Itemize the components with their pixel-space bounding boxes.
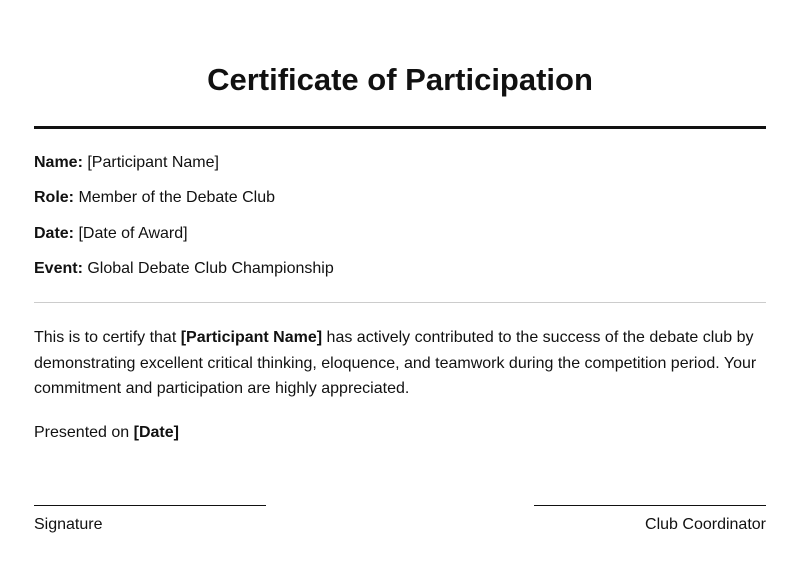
- statement-rest: has actively contributed to the success of the debate club by demonstrating excellent critical thinking, eloquence, and teamwork during the competition period. Your commitment and participation are highly appreciated.: [34, 329, 757, 397]
- presented-prefix: Presented on: [34, 424, 130, 441]
- name-value: [Participant Name]: [87, 154, 219, 171]
- event-value: Global Debate Club Championship: [87, 260, 334, 277]
- date-field: [34, 224, 188, 244]
- section-divider: [34, 302, 766, 303]
- signature-label: Signature: [34, 516, 103, 533]
- name-field: [34, 153, 219, 173]
- event-label: Event:: [34, 260, 83, 277]
- role-field: [34, 188, 275, 208]
- title-divider: [34, 126, 766, 129]
- date-label: Date:: [34, 225, 75, 242]
- certificate-title: Certificate of Participation: [207, 62, 593, 97]
- event-field: [34, 259, 334, 279]
- statement-participant: [Participant Name]: [180, 329, 323, 346]
- signature-line-left: [34, 505, 266, 506]
- presented-on: [34, 423, 179, 443]
- role-label: Role:: [34, 189, 74, 206]
- name-label: Name:: [34, 154, 83, 171]
- coordinator-label: Club Coordinator: [645, 516, 766, 533]
- certification-statement: [34, 325, 766, 402]
- statement-intro: This is to certify that: [34, 329, 177, 346]
- role-value: Member of the Debate Club: [78, 189, 275, 206]
- certificate-page: [34, 0, 766, 571]
- presented-date: [Date]: [133, 424, 179, 441]
- date-value: [Date of Award]: [78, 225, 188, 242]
- signature-line-right: [534, 505, 766, 506]
